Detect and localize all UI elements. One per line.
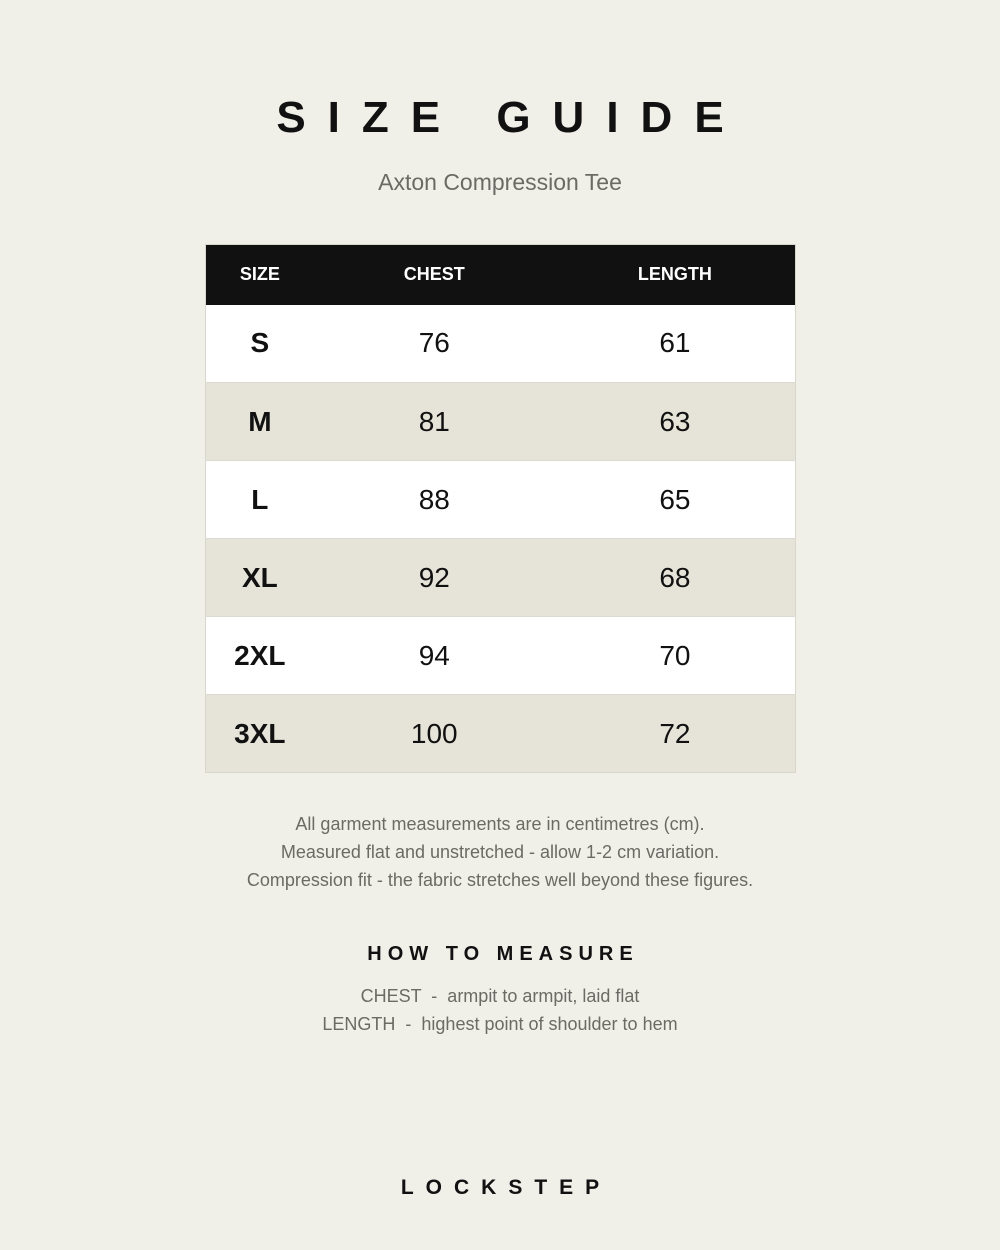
length-cell: 68 bbox=[555, 539, 796, 617]
instruction-line-chest: CHEST - armpit to armpit, laid flat bbox=[360, 986, 640, 1006]
column-header-length: LENGTH bbox=[637, 264, 712, 285]
brand-logo: LOCKSTEP bbox=[400, 1176, 612, 1199]
chest-cell: 100 bbox=[314, 695, 555, 773]
length-cell: 65 bbox=[555, 461, 796, 539]
how-to-measure-heading: HOW TO MEASURE bbox=[367, 943, 639, 965]
length-cell: 72 bbox=[555, 695, 796, 773]
table-row bbox=[206, 305, 796, 383]
size-cell: 2XL bbox=[206, 617, 314, 695]
table-row bbox=[206, 383, 796, 461]
length-cell: 63 bbox=[555, 383, 796, 461]
instruction-line-length: LENGTH - highest point of shoulder to hem bbox=[322, 1014, 678, 1034]
product-name: Axton Compression Tee bbox=[378, 169, 622, 195]
table-row bbox=[206, 539, 796, 617]
size-chart-table bbox=[205, 244, 796, 773]
chest-cell: 76 bbox=[418, 327, 450, 359]
measurement-notes bbox=[0, 810, 1000, 894]
chest-cell: 88 bbox=[314, 461, 555, 539]
chest-cell: 92 bbox=[314, 539, 555, 617]
table-row bbox=[206, 617, 796, 695]
column-header-size: SIZE bbox=[239, 264, 280, 285]
note-line: All garment measurements are in centimetres (cm). bbox=[295, 814, 705, 834]
size-cell: M bbox=[206, 383, 314, 461]
size-cell: 3XL bbox=[206, 695, 314, 773]
note-line: Compression fit - the fabric stretches well beyond these figures. bbox=[246, 870, 754, 890]
length-cell: 70 bbox=[555, 617, 796, 695]
table-row bbox=[206, 695, 796, 773]
size-cell: S bbox=[250, 327, 270, 359]
size-cell: L bbox=[206, 461, 314, 539]
how-to-measure-instructions bbox=[0, 982, 1000, 1038]
table-row bbox=[206, 461, 796, 539]
chest-cell: 94 bbox=[314, 617, 555, 695]
table-header-row bbox=[206, 245, 796, 305]
column-header-chest: CHEST bbox=[403, 264, 465, 285]
chest-cell: 81 bbox=[314, 383, 555, 461]
page-title: SIZE GUIDE bbox=[276, 93, 746, 142]
length-cell: 61 bbox=[659, 327, 691, 359]
note-line: Measured flat and unstretched - allow 1-2 cm variation. bbox=[280, 842, 720, 862]
size-cell: XL bbox=[206, 539, 314, 617]
